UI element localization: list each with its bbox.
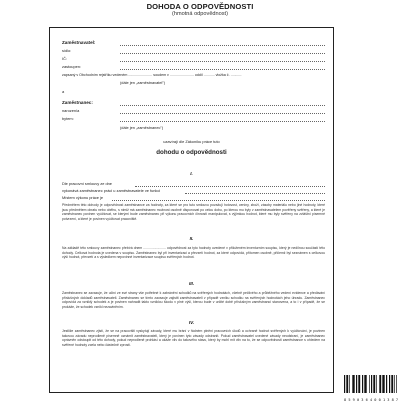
barcode-bar [354,375,355,393]
section-1-contract-date-line[interactable] [135,186,325,187]
section-1-workplace-line[interactable] [112,200,325,201]
barcode-bar [371,375,372,393]
barcode-bars [344,375,397,393]
barcode-bar [384,375,385,393]
barcode-bar [352,375,353,393]
agreement-heading: dohodu o odpovědnosti [156,149,227,156]
section-1-workplace-label: Místem výkonu práce je [62,195,104,200]
barcode-bar [344,375,345,393]
barcode-bar [364,375,365,393]
barcode-bar [391,375,392,393]
barcode-bar [366,375,367,393]
section-1-contract-date-label: Dle pracovní smlouvy ze dne [62,181,112,186]
employee-birth-line[interactable] [120,113,325,114]
employer-reference: (dále jen „zaměstnavatel") [120,80,166,85]
section-1-paragraph: Předmětem této dohody je odpovědnost zaměstnance za hodnoty, za které se pro tuto smlouvu považují hotovost, ceniny, zboží, zásoby materiálu nebo jiné hodnoty, které jsou předmětem obratu nebo oběhu, s nimiž má zaměstnanec možnost osobně disponovat po celou dobu, po kterou mu byly v zaměstnavatelem pověřeny svěřeny, a které je zaměstnanec povinen vyúčtovat, se kterými bude zaměstnanec při výkonu pracovních činností manipulovat, s výjimkou hodnot, které mu byly svěřeny na zvláštní písemné potvrzení, a které je povinen vyúčtovat pracoviště. [62,203,325,221]
employee-label: Zaměstnanec: [62,100,93,105]
employer-name-line[interactable] [120,45,325,46]
employee-birth-label: narozen/a [62,108,80,113]
section-1-number: I. [190,171,193,176]
employee-address-label: bytem: [62,116,74,121]
barcode-bar [369,375,370,393]
barcode-bar [396,375,397,393]
barcode-bar [373,375,374,393]
barcode-bar [356,375,357,393]
employer-id-label: IČ: [62,56,67,61]
employee-address-line[interactable] [120,121,325,122]
barcode-bar [374,375,375,393]
employer-label: Zaměstnavatel: [62,40,96,45]
employee-reference: (dále jen „zaměstnanec") [120,125,164,130]
section-4-number: IV. [188,320,195,325]
section-2-paragraph: Na základě této smlouvy zaměstnanec přebírá dnem ........................ odpovědnost za tyto hodnoty uvedené v přiloženém inventurním soupisu, který je nedílnou součástí této dohody. Celková hodnota je uvedena v soupisu. Zaměstnanec byl při inventarizaci a převzetí hodnot, za které odpovídá, přítomen osobně, přičemž byl seznámen s celkovou výší hodnot, převzetí a s výsledkem nepovinné inventarizace soupisu svěřených hodnot. [62,246,325,259]
employer-seat-label: sídlo: [62,48,72,53]
barcode-bar [347,375,348,393]
barcode-bar [358,375,359,393]
barcode-bar [346,375,347,393]
barcode-bar [379,375,380,393]
section-3-paragraph: Zaměstnanec se zavazuje, že učiní ze své strany vše potřebné k zabránění schodků na svěřených hodnotách, včetně pečlivého a průběžného vedení evidence a předávání příslušných dokladů zaměstnavateli. Zaměstnanec se tímto zavazuje zajistit zaměstnavateli v případě vzniku schodku na svěřených hodnotách jeho úhradu. Zaměstnanec odpovídá za vzniklý schodek a je povinen nahradit takto vzniklou škodu v plné výši, kterou bude v určité době příslušným zaměstnanci stanovena, a to i v případě, že se prokáže, že schodek vznikl nezaviněním. [62,291,325,309]
agreement-intro: uzavírají dle Zákoníku práce tuto [163,139,220,144]
barcode-bar [389,375,390,393]
employee-name-line[interactable] [120,105,325,106]
barcode-bar [380,375,381,393]
section-3-number: III. [188,281,195,286]
section-2-number: II. [189,236,194,241]
employer-register-line: zapsaný v Obchodním rejstříku vedeném ........................ soudem v ........................ oddíl ........... vložka č. ........... [62,73,242,77]
section-4-paragraph: Jestliže zaměstnanec zjistí, že se na pracovišti vyskytují závady, které mu brání v řádném plnění pracovních úkolů a ochraně hodnot svěřených k vyúčtování, je povinen takovou závadu neprodleně písemně oznámit zaměstnavateli, který je povinen tyto závady odstranit. Pokud zaměstnavatel uvedené závady neodstraní, je zaměstnanec oprávněn odstoupit od této dohody, pokud neprodleně prohlásí a ukáže vliv do takového stavu, který by mohl mít vliv na to, že se odpovědnosti zaměstnance s ohledem na svěřené hodnoty zcela nebo částečně zprostí. [62,329,325,347]
barcode-bar [392,375,393,393]
document-subtitle: (hmotná odpovědnost) [172,11,228,17]
section-1-function-label: vykonává zaměstnanec práci u zaměstnavatele ve funkci [62,188,161,193]
barcode-bar [382,375,383,393]
barcode-bar [359,375,360,393]
barcode-bar [349,375,350,393]
barcode-number: 8 5 9 0 3 6 4 0 0 1 3 8 7 [344,398,399,402]
employer-representative-line[interactable] [120,69,325,70]
barcode-bar [394,375,395,393]
connector-and: a [62,89,65,94]
barcode-bar [376,375,377,393]
barcode [344,375,399,402]
employer-id-line[interactable] [120,61,325,62]
employer-representative-label: zastoupen: [62,64,82,69]
document-title: DOHODA O ODPOVĚDNOSTI [146,2,254,11]
section-1-function-line[interactable] [185,193,325,194]
barcode-bar [386,375,387,393]
employer-seat-line[interactable] [120,53,325,54]
barcode-bar [362,375,363,393]
